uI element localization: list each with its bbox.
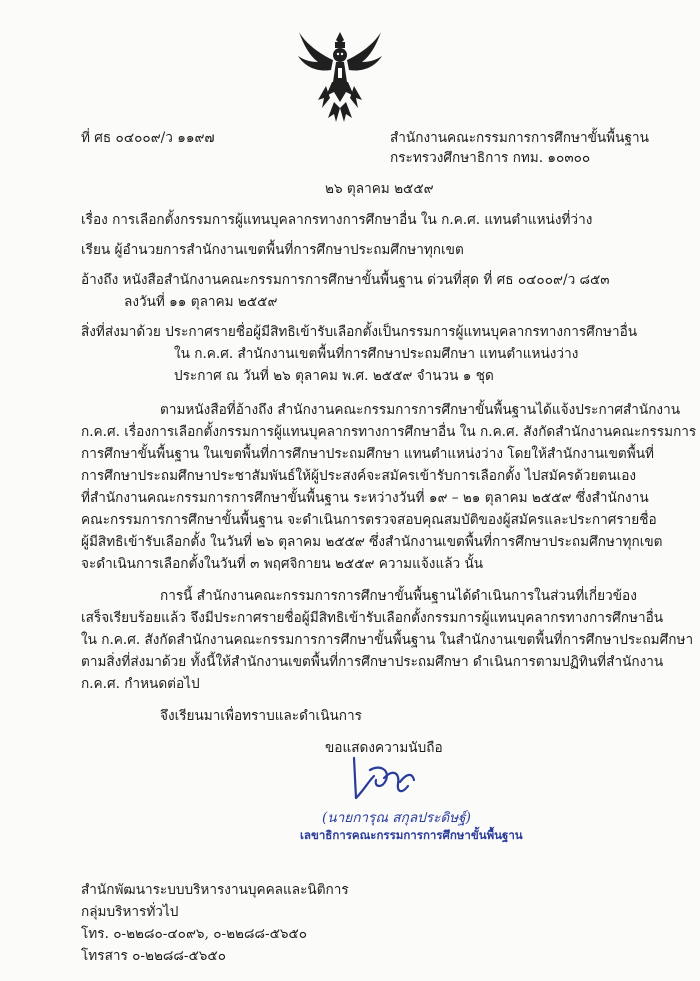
- reference-line-1: อ้างถึง หนังสือสำนักงานคณะกรรมการการศึกษาขั้นพื้นฐาน ด่วนที่สุด ที่ ศธ ๐๔๐๐๙/ว ๘๕๓: [81, 272, 610, 288]
- office-name: สำนักงานคณะกรรมการการศึกษาขั้นพื้นฐาน: [390, 130, 649, 146]
- reference-line-2: ลงวันที่ ๑๑ ตุลาคม ๒๕๕๙: [124, 294, 278, 310]
- closing-salutation: ขอแสดงความนับถือ: [325, 740, 443, 756]
- footer-group: กลุ่มบริหารทั่วไป: [81, 904, 179, 920]
- signatory-title: เลขาธิการคณะกรรมการการศึกษาขั้นพื้นฐาน: [300, 828, 523, 842]
- footer-phone: โทร. ๐-๒๒๘๐-๔๐๙๖, ๐-๒๒๘๘-๕๖๕๐: [81, 926, 308, 942]
- subject-line: เรื่อง การเลือกตั้งกรรมการผู้แทนบุคลากรทางการศึกษาอื่น ใน ก.ค.ศ. แทนตำแหน่งที่ว่าง: [81, 212, 593, 228]
- signatory-name: (นายการุณ สกุลประดิษฐ์): [322, 810, 471, 826]
- paragraph-line: ใน ก.ค.ศ. สังกัดสำนักงานคณะกรรมการการศึกษาขั้นพื้นฐาน ในสำนักงานเขตพื้นที่การศึกษาประถมศึกษา: [81, 632, 694, 648]
- office-address: กระทรวงศึกษาธิการ กทม. ๑๐๓๐๐: [390, 150, 591, 166]
- paragraph-line: การศึกษาขั้นพื้นฐาน ในเขตพื้นที่การศึกษาประถมศึกษา แทนตำแหน่งว่าง โดยให้สำนักงานเขตพื้นที่: [81, 446, 654, 462]
- footer-fax: โทรสาร ๐-๒๒๘๘-๕๖๕๐: [81, 948, 226, 964]
- paragraph-line: ที่สำนักงานคณะกรรมการการศึกษาขั้นพื้นฐาน ระหว่างวันที่ ๑๙ – ๒๑ ตุลาคม ๒๕๕๙ ซึ่งสำนักงาน: [81, 490, 649, 506]
- reference-number: ที่ ศธ ๐๔๐๐๙/ว ๑๑๙๗: [81, 130, 215, 146]
- paragraph-line: ตามหนังสือที่อ้างถึง สำนักงานคณะกรรมการการศึกษาขั้นพื้นฐานได้แจ้งประกาศสำนักงาน: [160, 402, 680, 418]
- enclosure-line-2: ใน ก.ค.ศ. สำนักงานเขตพื้นที่การศึกษาประถมศึกษา แทนตำแหน่งว่าง: [174, 346, 579, 362]
- paragraph-line: ตามสิ่งที่ส่งมาด้วย ทั้งนี้ให้สำนักงานเขตพื้นที่การศึกษาประถมศึกษา ดำเนินการตามปฏิทินที่สำนักงาน: [81, 654, 664, 670]
- letter-date: ๒๖ ตุลาคม ๒๕๕๙: [325, 181, 434, 197]
- paragraph-line: ผู้มีสิทธิเข้ารับเลือกตั้ง ในวันที่ ๒๖ ตุลาคม ๒๕๕๙ ซึ่งสำนักงานเขตพื้นที่การศึกษาประถมศึกษาทุกเขต: [81, 534, 663, 550]
- garuda-emblem-icon: [296, 30, 384, 124]
- footer-department: สำนักพัฒนาระบบบริหารงานบุคคลและนิติการ: [81, 882, 349, 898]
- handwritten-signature: [340, 752, 430, 804]
- enclosure-line-3: ประกาศ ณ วันที่ ๒๖ ตุลาคม พ.ศ. ๒๕๕๙ จำนวน ๑ ชุด: [174, 368, 494, 384]
- paragraph-line: คณะกรรมการการศึกษาขั้นพื้นฐาน จะดำเนินการตรวจสอบคุณสมบัติของผู้สมัครและประกาศรายชื่อ: [81, 512, 657, 528]
- enclosure-line-1: สิ่งที่ส่งมาด้วย ประกาศรายชื่อผู้มีสิทธิเข้ารับเลือกตั้งเป็นกรรมการผู้แทนบุคลากรทางการศึกษาอื่น: [81, 324, 638, 340]
- paragraph-line: เสร็จเรียบร้อยแล้ว จึงมีประกาศรายชื่อผู้มีสิทธิเข้ารับเลือกตั้งกรรมการผู้แทนบุคลากรทางการศึกษาอื่น: [81, 610, 664, 626]
- paragraph-line: การศึกษาประถมศึกษาประชาสัมพันธ์ให้ผู้ประสงค์จะสมัครเข้ารับการเลือกตั้ง ไปสมัครด้วยตนเอง: [81, 468, 637, 484]
- paragraph-line: การนี้ สำนักงานคณะกรรมการการศึกษาขั้นพื้นฐานได้ดำเนินการในส่วนที่เกี่ยวข้อง: [160, 588, 637, 604]
- paragraph-line: จะดำเนินการเลือกตั้งในวันที่ ๓ พฤศจิกายน ๒๕๕๙ ความแจ้งแล้ว นั้น: [81, 556, 484, 572]
- recipient-line: เรียน ผู้อำนวยการสำนักงานเขตพื้นที่การศึกษาประถมศึกษาทุกเขต: [81, 242, 464, 258]
- paragraph-line: ก.ค.ศ. กำหนดต่อไป: [81, 676, 200, 692]
- paragraph-line: ก.ค.ศ. เรื่องการเลือกตั้งกรรมการผู้แทนบุคลากรทางการศึกษาอื่น ใน ก.ค.ศ. สังกัดสำนักงานคณะกรรมการ: [81, 424, 697, 440]
- closing-request: จึงเรียนมาเพื่อทราบและดำเนินการ: [160, 708, 362, 724]
